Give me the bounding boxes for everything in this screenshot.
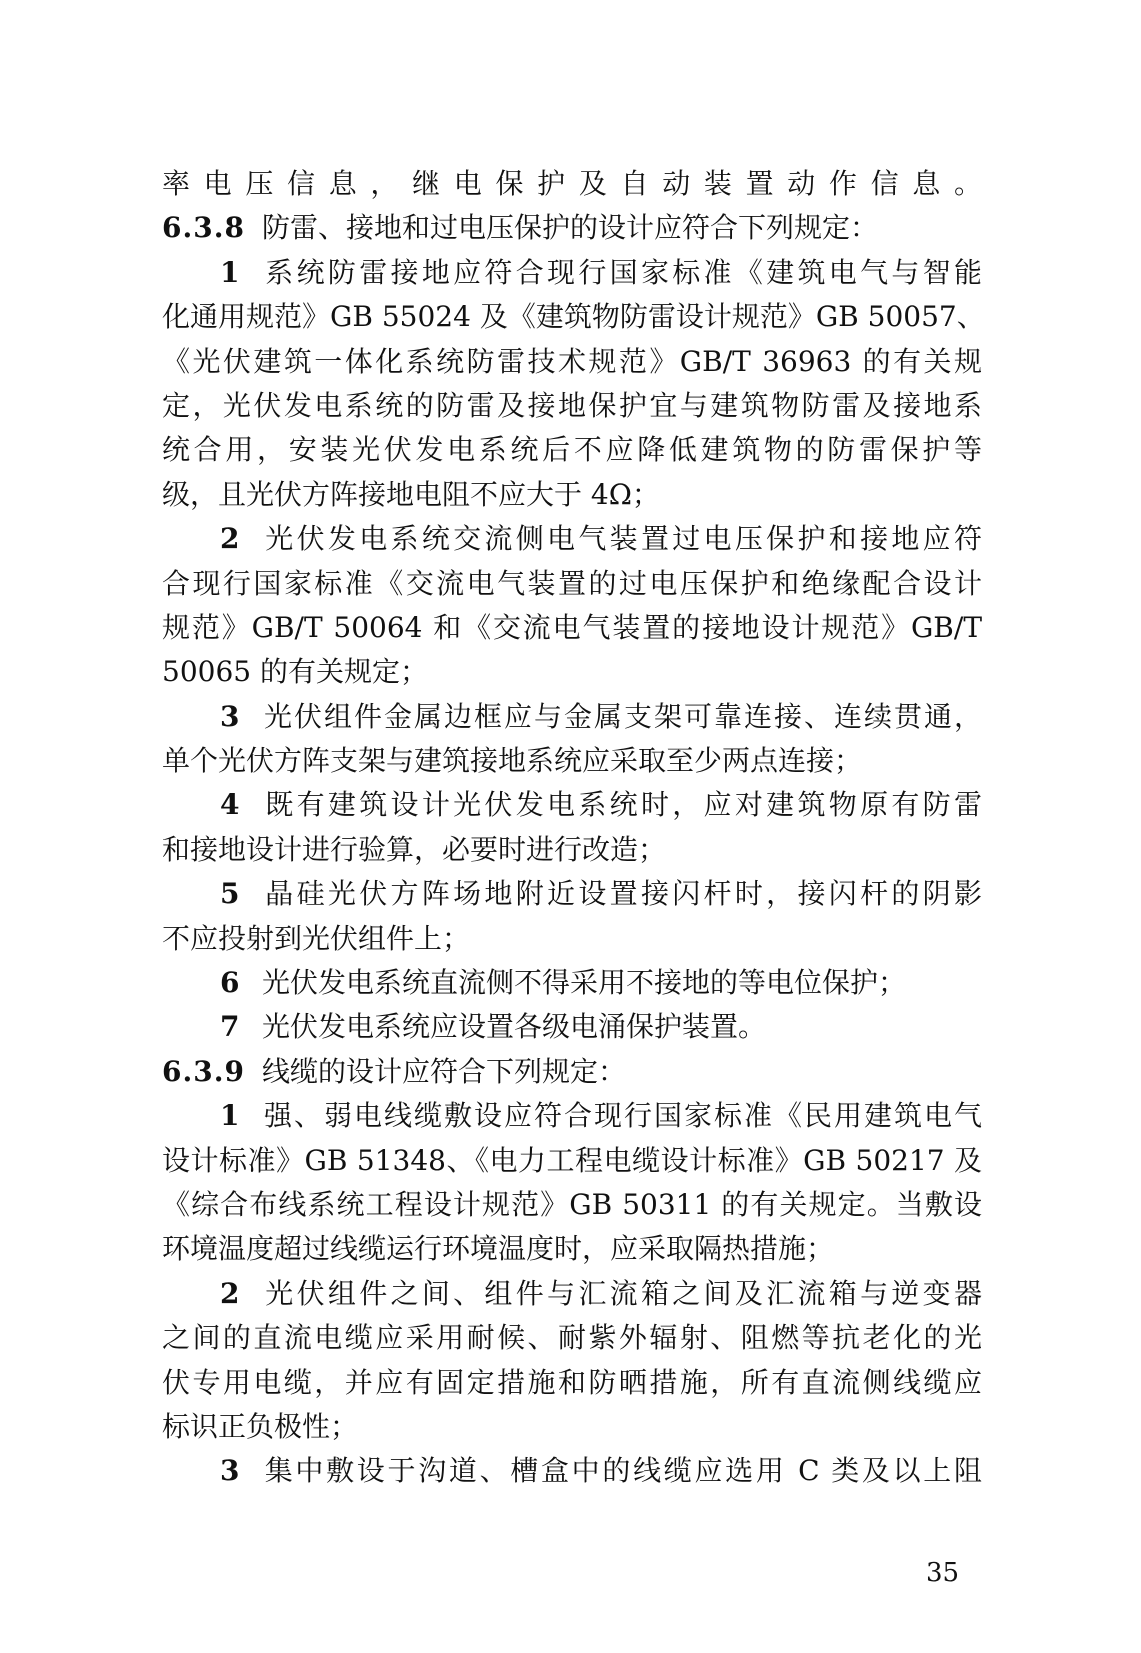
text-line: 《综合布线系统工程设计规范》GB 50311 的有关规定。当敷设 bbox=[162, 1187, 982, 1221]
list-item: 7 光伏发电系统应设置各级电涌保护装置。 bbox=[162, 1005, 982, 1049]
item-number: 7 bbox=[220, 1010, 240, 1044]
list-item: 3 光伏组件金属边框应与金属支架可靠连接、连续贯通， bbox=[162, 695, 982, 739]
text-line: 环境温度超过线缆运行环境温度时，应采取隔热措施； bbox=[162, 1232, 835, 1266]
text-line: 50065 的有关规定； bbox=[162, 655, 428, 689]
text-line: 率电压信息，继电保护及自动装置动作信息。 bbox=[162, 167, 982, 200]
text-line: 统合用，安装光伏发电系统后不应降低建筑物的防雷保护等 bbox=[162, 433, 982, 467]
item-number: 1 bbox=[220, 1099, 240, 1133]
text-line: 不应投射到光伏组件上； bbox=[162, 921, 471, 955]
text-line: 化通用规范》GB 55024 及《建筑物防雷设计规范》GB 50057、 bbox=[162, 300, 985, 334]
text-line: 设计标准》GB 51348、《电力工程电缆设计标准》GB 50217 及 bbox=[162, 1143, 982, 1177]
list-item: 4 既有建筑设计光伏发电系统时，应对建筑物原有防雷 bbox=[162, 783, 982, 827]
text-line: 《光伏建筑一体化系统防雷技术规范》GB/T 36963 的有关规 bbox=[162, 344, 982, 378]
list-item: 6 光伏发电系统直流侧不得采用不接地的等电位保护； bbox=[162, 961, 982, 1005]
text-line: 单个光伏方阵支架与建筑接地系统应采取至少两点连接； bbox=[162, 744, 863, 778]
list-item: 1 系统防雷接地应符合现行国家标准《建筑电气与智能 bbox=[162, 251, 982, 295]
text-line: 标识正负极性； bbox=[162, 1409, 359, 1443]
clause-heading: 6.3.8 防雷、接地和过电压保护的设计应符合下列规定： bbox=[162, 206, 982, 250]
page-number: 35 bbox=[926, 1558, 960, 1588]
text-line: 之间的直流电缆应采用耐候、耐紫外辐射、阻燃等抗老化的光 bbox=[162, 1321, 982, 1355]
list-item: 2 光伏发电系统交流侧电气装置过电压保护和接地应符 bbox=[162, 517, 982, 561]
text-line: 和接地设计进行验算，必要时进行改造； bbox=[162, 832, 667, 866]
clause-heading: 6.3.9 线缆的设计应符合下列规定： bbox=[162, 1050, 982, 1094]
clause-number: 6.3.9 bbox=[162, 1054, 245, 1088]
list-item: 2 光伏组件之间、组件与汇流箱之间及汇流箱与逆变器 bbox=[162, 1272, 982, 1316]
text-line: 定，光伏发电系统的防雷及接地保护宜与建筑物防雷及接地系 bbox=[162, 388, 982, 422]
item-number: 6 bbox=[220, 966, 240, 1000]
item-number: 2 bbox=[220, 1276, 240, 1310]
item-number: 4 bbox=[220, 788, 240, 822]
text-line: 级，且光伏方阵接地电阻不应大于 4Ω； bbox=[162, 477, 660, 511]
text-line: 规范》GB/T 50064 和《交流电气装置的接地设计规范》GB/T bbox=[162, 610, 982, 644]
clause-number: 6.3.8 bbox=[162, 211, 245, 245]
list-item: 1 强、弱电线缆敷设应符合现行国家标准《民用建筑电气 bbox=[162, 1094, 982, 1138]
text-line: 伏专用电缆，并应有固定措施和防晒措施，所有直流侧线缆应 bbox=[162, 1365, 982, 1399]
item-number: 2 bbox=[220, 522, 240, 556]
text-line: 合现行国家标准《交流电气装置的过电压保护和绝缘配合设计 bbox=[162, 566, 982, 600]
document-body bbox=[162, 162, 985, 1494]
list-item: 3 集中敷设于沟道、槽盒中的线缆应选用 C 类及以上阻 bbox=[162, 1449, 982, 1493]
list-item: 5 晶硅光伏方阵场地附近设置接闪杆时，接闪杆的阴影 bbox=[162, 872, 982, 916]
item-number: 3 bbox=[220, 699, 240, 733]
item-number: 5 bbox=[220, 877, 240, 911]
item-number: 3 bbox=[220, 1454, 240, 1488]
item-number: 1 bbox=[220, 255, 240, 289]
